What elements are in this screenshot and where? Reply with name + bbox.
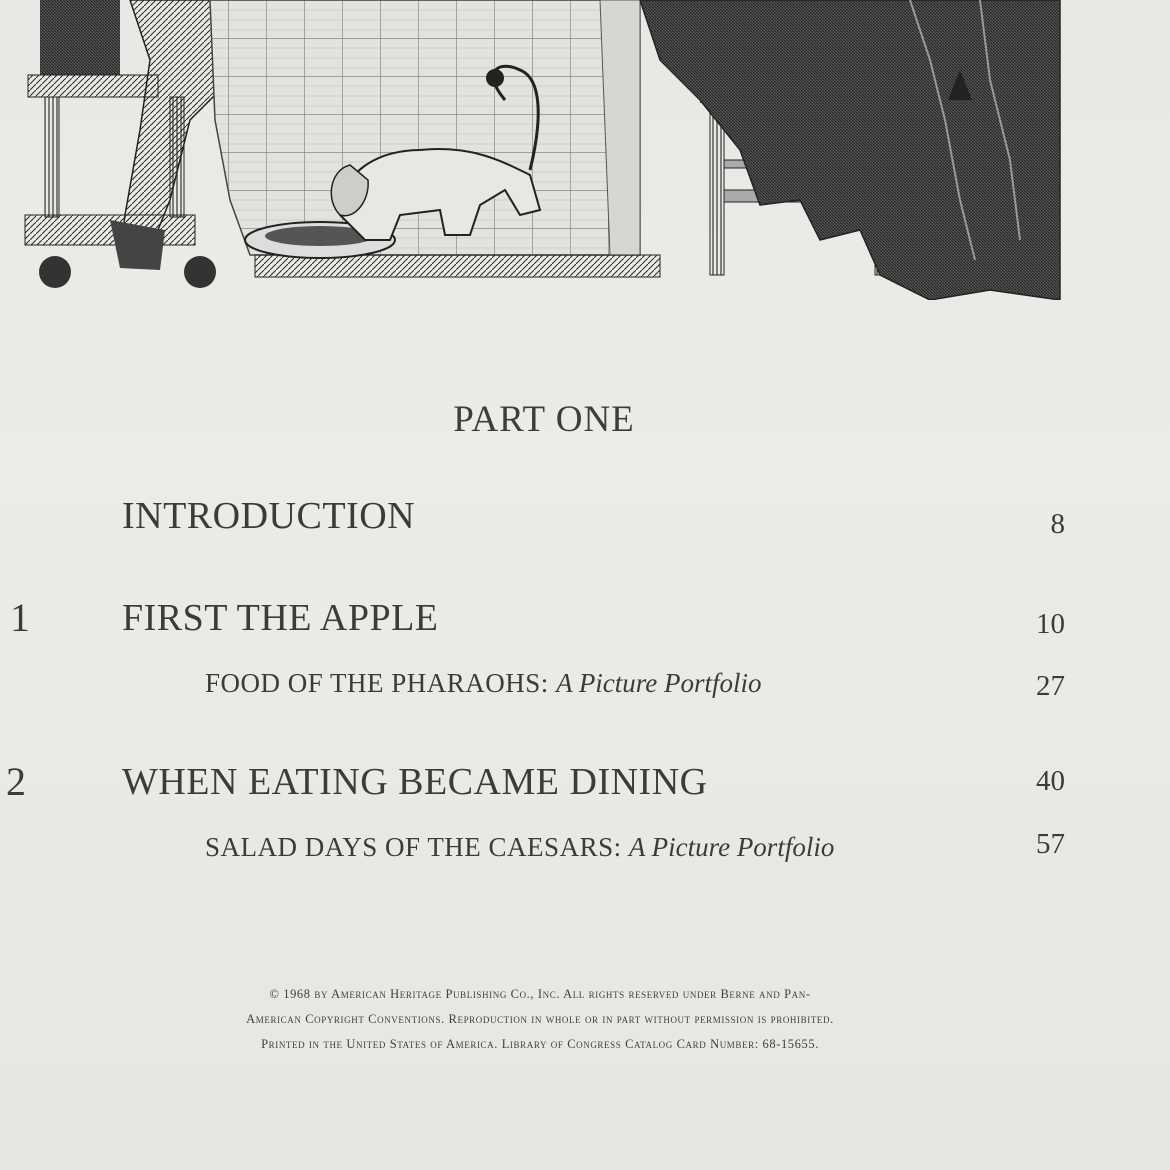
toc-subtitle-suffix: A Picture Portfolio (628, 832, 835, 862)
engraved-dining-scene (0, 0, 1170, 300)
copyright-line: American Copyright Conventions. Reproduction in whole or in part without permission is prohibited. (246, 1012, 834, 1026)
toc-page-number: 10 (1036, 608, 1065, 640)
copyright-line: Printed in the United States of America. Library of Congress Catalog Card Number: 68-15655. (261, 1037, 819, 1051)
part-heading: PART ONE (453, 399, 635, 440)
toc-subtitle (205, 832, 834, 863)
toc-title: WHEN EATING BECAME DINING (122, 761, 708, 803)
toc-subtitle-suffix: A Picture Portfolio (556, 668, 762, 698)
draped-figure-icon (640, 0, 1060, 300)
toc-subtitle-text: SALAD DAYS OF THE CAESARS: (205, 832, 622, 862)
toc-page-number: 40 (1036, 765, 1065, 797)
chapter-number: 2 (6, 759, 26, 804)
toc-page-number: 8 (1050, 508, 1065, 540)
toc-subtitle (205, 668, 762, 699)
copyright-line: © 1968 by American Heritage Publishing Co., Inc. All rights reserved under Berne and Pan- (269, 987, 811, 1001)
toc-title: INTRODUCTION (122, 495, 416, 537)
toc-subtitle-text: FOOD OF THE PHARAOHS: (205, 668, 549, 698)
chapter-number: 1 (10, 595, 30, 640)
toc-title: FIRST THE APPLE (122, 597, 439, 639)
toc-page-number: 57 (1036, 828, 1065, 860)
toc-page-number: 27 (1036, 670, 1065, 702)
copyright-notice (100, 982, 980, 1057)
